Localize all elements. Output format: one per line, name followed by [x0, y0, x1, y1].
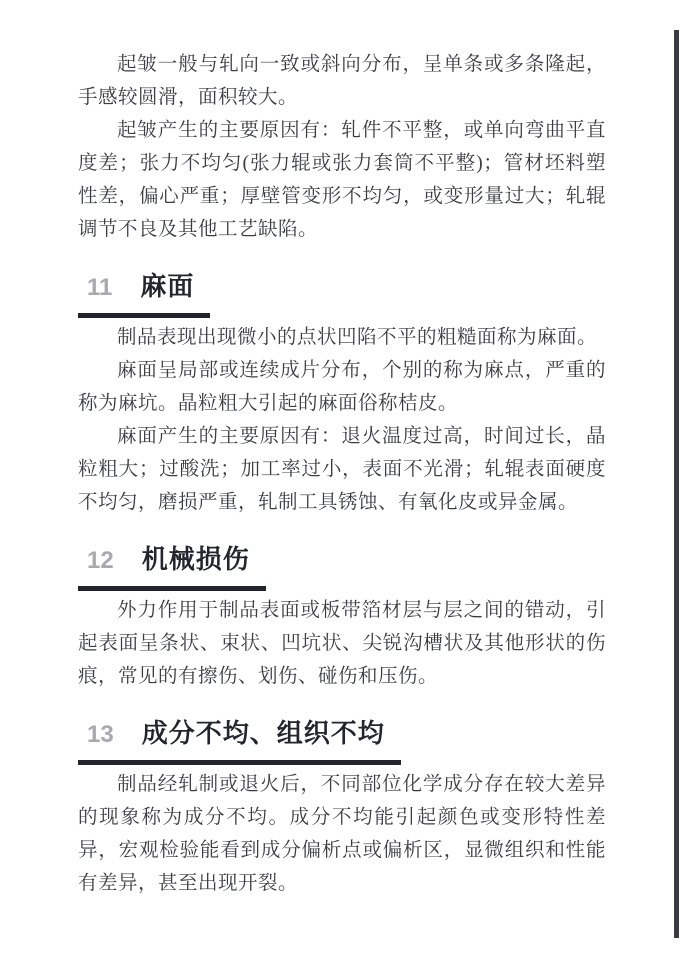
section-13-heading — [78, 717, 401, 765]
section-title: 成分不均、组织不均 — [141, 718, 385, 748]
section-11-heading — [78, 270, 210, 318]
section-title: 机械损伤 — [141, 544, 250, 574]
intro-paragraph: 起皱一般与轧向一致或斜向分布，呈单条或多条隆起，手感较圆滑，面积较大。 — [78, 54, 606, 108]
section-13 — [78, 693, 606, 900]
intro-paragraph: 起皱产生的主要原因有：轧件不平整，或单向弯曲平直度差；张力不均匀(张力辊或张力套筒不平整)；管材坯料塑性差，偏心严重；厚壁管变形不均匀，或变形量过大；轧辊调节不良及其他工艺缺陷。 — [78, 120, 606, 240]
section-12 — [78, 519, 606, 693]
section-12-heading — [78, 543, 266, 591]
section-number: 13 — [87, 721, 114, 748]
section-paragraph: 麻面产生的主要原因有：退火温度过高，时间过长，晶粒粗大；过酸洗；加工率过小，表面不光滑；轧辊表面硬度不均匀，磨损严重，轧制工具锈蚀、有氧化皮或异金属。 — [78, 426, 606, 513]
section-number: 12 — [87, 547, 114, 574]
section-11 — [78, 246, 606, 519]
section-paragraph: 制品表现出现微小的点状凹陷不平的粗糙面称为麻面。 — [117, 327, 598, 348]
section-paragraph: 外力作用于制品表面或板带箔材层与层之间的错动，引起表面呈条状、束状、凹坑状、尖锐沟槽状及其他形状的伤痕，常见的有擦伤、划伤、碰伤和压伤。 — [78, 600, 606, 687]
section-paragraph: 制品经轧制或退火后，不同部位化学成分存在较大差异的现象称为成分不均。成分不均能引起颜色或变形特性差异，宏观检验能看到成分偏析点或偏析区，显微组织和性能有差异，甚至出现开裂。 — [78, 774, 606, 894]
section-number: 11 — [87, 274, 113, 301]
right-edge-rule — [674, 30, 679, 938]
section-title: 麻面 — [140, 271, 195, 301]
page-content — [78, 48, 606, 900]
section-paragraph: 麻面呈局部或连续成片分布，个别的称为麻点，严重的称为麻坑。晶粒粗大引起的麻面俗称桔皮。 — [78, 360, 606, 414]
